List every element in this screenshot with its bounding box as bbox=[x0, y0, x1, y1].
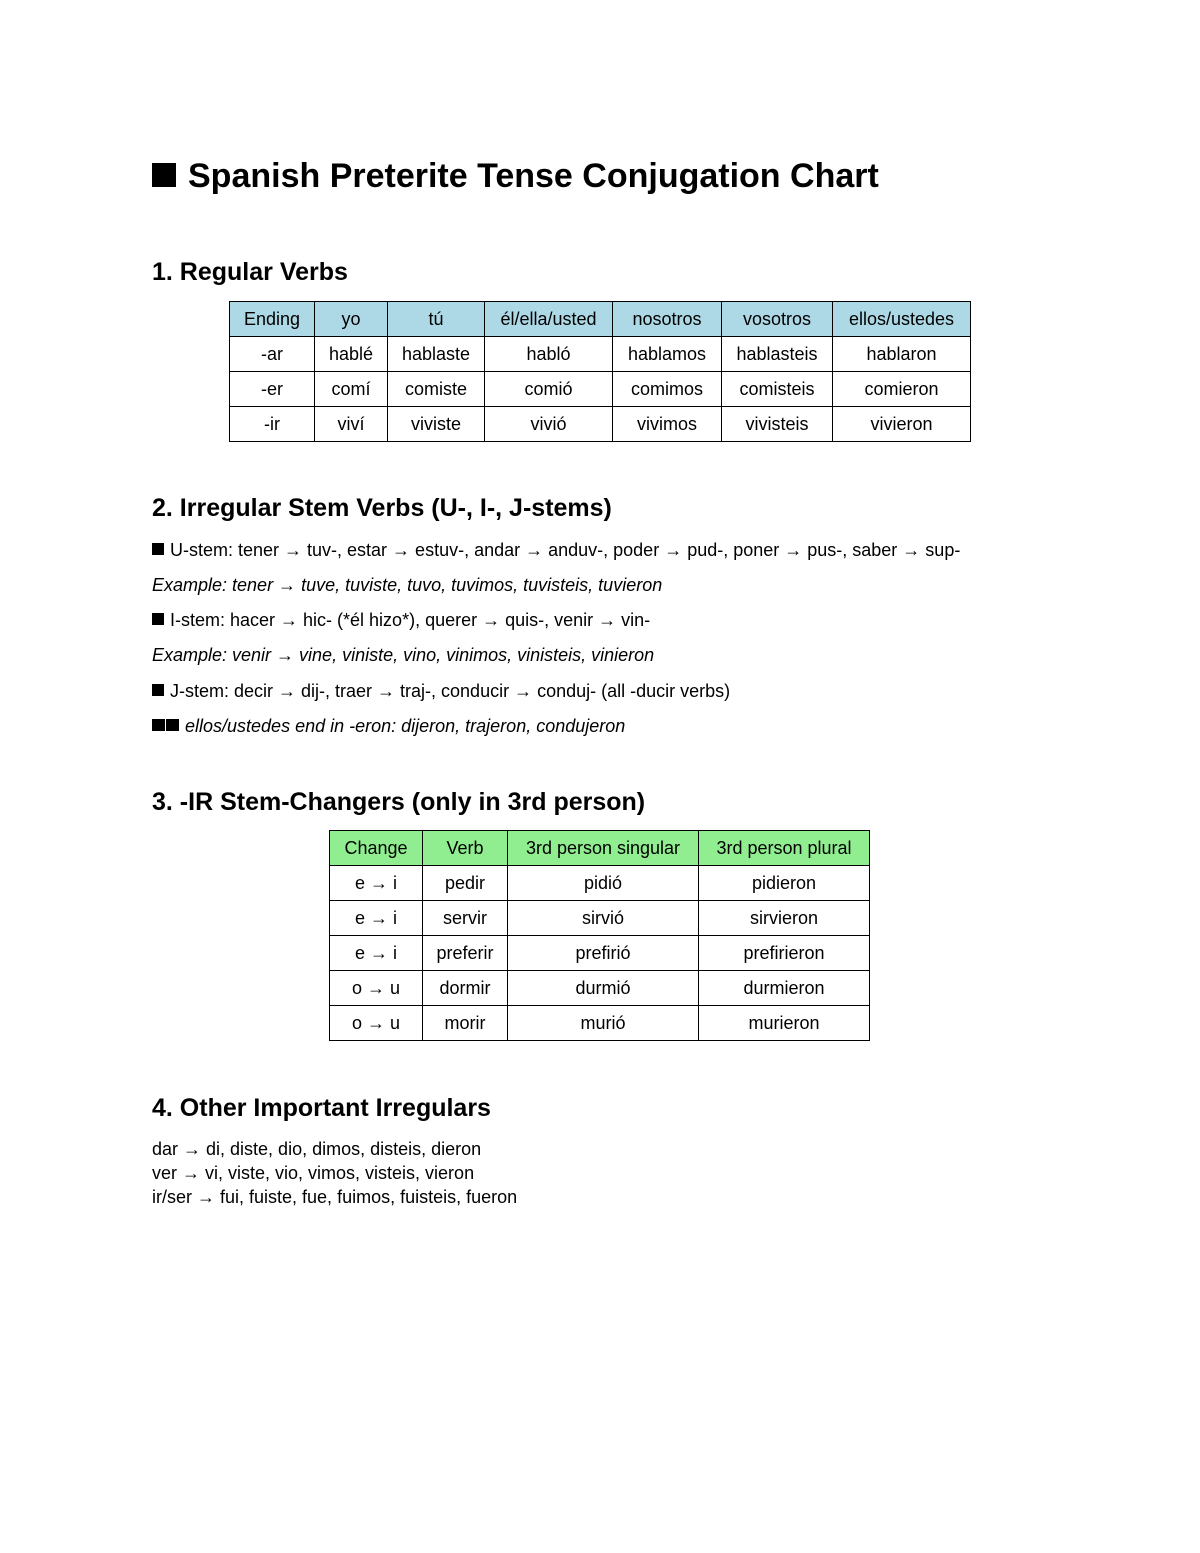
section-heading-other: 4. Other Important Irregulars bbox=[152, 1094, 491, 1122]
table-header-cell: nosotros bbox=[613, 302, 722, 337]
stem-changers-table bbox=[329, 830, 870, 1041]
table-cell: comió bbox=[485, 372, 613, 407]
table-cell: durmió bbox=[508, 971, 699, 1006]
square-bullet-icon bbox=[152, 613, 164, 625]
table-cell: hablasteis bbox=[722, 337, 833, 372]
table-cell: preferir bbox=[423, 936, 508, 971]
table-cell: sirvió bbox=[508, 901, 699, 936]
table-header-cell: 3rd person plural bbox=[699, 831, 870, 866]
section-heading-stem-changers: 3. -IR Stem-Changers (only in 3rd person) bbox=[152, 788, 646, 816]
table-cell: pedir bbox=[423, 866, 508, 901]
table-header-cell: Ending bbox=[230, 302, 315, 337]
table-cell: habló bbox=[485, 337, 613, 372]
table-cell: morir bbox=[423, 1006, 508, 1041]
table-cell: comieron bbox=[833, 372, 971, 407]
table-cell: hablé bbox=[315, 337, 388, 372]
list-item: dar → di, diste, dio, dimos, disteis, dieron bbox=[152, 1139, 482, 1159]
page-title: Spanish Preterite Tense Conjugation Chart bbox=[152, 154, 879, 198]
table-header-cell: 3rd person singular bbox=[508, 831, 699, 866]
table-header-cell: tú bbox=[388, 302, 485, 337]
square-bullet-icon bbox=[152, 543, 164, 555]
table-cell: viviste bbox=[388, 407, 485, 442]
table-cell: vivió bbox=[485, 407, 613, 442]
table-row bbox=[230, 372, 971, 407]
table-header-cell: yo bbox=[315, 302, 388, 337]
table-cell: e → i bbox=[330, 936, 423, 971]
table-cell: -ir bbox=[230, 407, 315, 442]
section-heading-irregular-stem: 2. Irregular Stem Verbs (U-, I-, J-stems) bbox=[152, 494, 612, 522]
table-header-cell: vosotros bbox=[722, 302, 833, 337]
table-header-cell: Verb bbox=[423, 831, 508, 866]
table-cell: hablamos bbox=[613, 337, 722, 372]
table-cell: vivimos bbox=[613, 407, 722, 442]
list-item: ir/ser → fui, fuiste, fue, fuimos, fuisteis, fueron bbox=[152, 1187, 518, 1207]
table-cell: prefirió bbox=[508, 936, 699, 971]
table-cell: vivisteis bbox=[722, 407, 833, 442]
table-cell: murió bbox=[508, 1006, 699, 1041]
table-row bbox=[230, 337, 971, 372]
square-bullet-icon bbox=[152, 163, 176, 187]
table-row bbox=[330, 866, 870, 901]
table-cell: pidió bbox=[508, 866, 699, 901]
other-irregulars-list bbox=[152, 1137, 517, 1209]
table-cell: durmieron bbox=[699, 971, 870, 1006]
table-cell: comiste bbox=[388, 372, 485, 407]
table-cell: vivieron bbox=[833, 407, 971, 442]
table-header-cell: Change bbox=[330, 831, 423, 866]
table-cell: servir bbox=[423, 901, 508, 936]
square-bullet-icon bbox=[152, 719, 165, 731]
table-cell: comimos bbox=[613, 372, 722, 407]
j-stem-line: J-stem: decir → dij-, traer → traj-, conducir → conduj- (all -ducir verbs) bbox=[152, 679, 730, 703]
table-cell: e → i bbox=[330, 866, 423, 901]
table-cell: dormir bbox=[423, 971, 508, 1006]
table-cell: prefirieron bbox=[699, 936, 870, 971]
square-bullet-icon bbox=[166, 719, 179, 731]
table-header-row bbox=[330, 831, 870, 866]
table-header-cell: ellos/ustedes bbox=[833, 302, 971, 337]
table-header-cell: él/ella/usted bbox=[485, 302, 613, 337]
table-cell: hablaste bbox=[388, 337, 485, 372]
table-cell: -er bbox=[230, 372, 315, 407]
table-cell: o → u bbox=[330, 1006, 423, 1041]
table-cell: hablaron bbox=[833, 337, 971, 372]
i-stem-example: Example: venir → vine, viniste, vino, vinimos, vinisteis, vinieron bbox=[152, 645, 655, 665]
table-cell: sirvieron bbox=[699, 901, 870, 936]
i-stem-line: I-stem: hacer → hic- (*él hizo*), querer → quis-, venir → vin- bbox=[152, 608, 650, 632]
table-cell: e → i bbox=[330, 901, 423, 936]
table-cell: viví bbox=[315, 407, 388, 442]
square-bullet-icon bbox=[152, 684, 164, 696]
table-row bbox=[330, 971, 870, 1006]
table-row bbox=[330, 1006, 870, 1041]
table-cell: o → u bbox=[330, 971, 423, 1006]
j-stem-note: ellos/ustedes end in -eron: dijeron, trajeron, condujeron bbox=[152, 714, 625, 738]
u-stem-example: Example: tener → tuve, tuviste, tuvo, tuvimos, tuvisteis, tuvieron bbox=[152, 575, 663, 595]
table-cell: -ar bbox=[230, 337, 315, 372]
table-header-row bbox=[230, 302, 971, 337]
table-row bbox=[330, 936, 870, 971]
table-row bbox=[230, 407, 971, 442]
table-cell: comisteis bbox=[722, 372, 833, 407]
section-heading-regular: 1. Regular Verbs bbox=[152, 258, 348, 286]
u-stem-line: U-stem: tener → tuv-, estar → estuv-, andar → anduv-, poder → pud-, poner → pus-, saber → sup- bbox=[152, 538, 960, 562]
list-item: ver → vi, viste, vio, vimos, visteis, vieron bbox=[152, 1163, 475, 1183]
table-row bbox=[330, 901, 870, 936]
table-cell: comí bbox=[315, 372, 388, 407]
table-cell: murieron bbox=[699, 1006, 870, 1041]
table-cell: pidieron bbox=[699, 866, 870, 901]
regular-verbs-table bbox=[229, 301, 971, 442]
